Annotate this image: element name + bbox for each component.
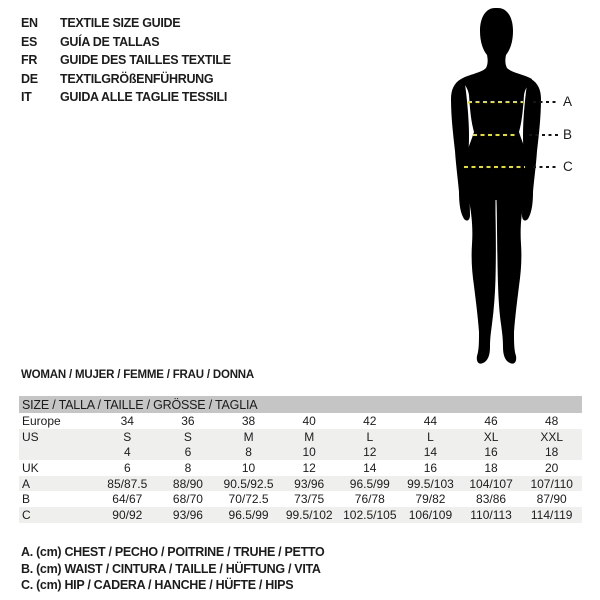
legend-line: B. (cm) WAIST / CINTURA / TAILLE / HÜFTUNG / VITA [21,561,321,576]
marker-label-hip: C [563,159,573,174]
size-cell: 10 [241,460,256,475]
woman-silhouette-figure [445,2,545,366]
row-label: A [22,476,31,491]
size-table-body [19,413,582,523]
size-cell: 93/96 [172,507,203,522]
size-cell: 14 [363,460,377,475]
language-row [21,88,231,107]
size-cell: 14 [423,445,438,460]
size-cell: 6 [184,445,192,460]
row-label: B [22,492,31,507]
size-cell: 106/109 [408,507,453,522]
size-cell: 68/70 [172,492,203,507]
woman-silhouette-svg [445,2,545,366]
size-cell: 48 [545,413,559,428]
waist-connector-line [529,134,558,136]
size-cell: 18 [545,445,559,460]
size-cell: 8 [245,445,252,460]
chest-connector-line [533,101,558,103]
size-cell: 46 [484,413,498,428]
size-cell: 79/82 [415,492,446,507]
size-cell: 90/92 [112,507,143,522]
table-row [19,444,582,460]
size-cell: 18 [484,460,498,475]
size-cell: 102.5/105 [343,507,397,522]
language-code: DE [21,71,38,86]
language-title: TEXTILGRÖßENFÜHRUNG [60,71,214,86]
row-label: C [22,507,31,522]
language-code: IT [21,90,32,105]
table-header-label: SIZE / TALLA / TAILLE / GRÖSSE / TAGLIA [19,396,582,413]
row-label: Europe [22,413,61,428]
size-cell: 10 [302,445,316,460]
size-table [19,396,582,523]
marker-label-chest: A [563,94,573,109]
language-row [21,14,231,33]
size-cell: M [243,429,254,444]
size-cell: 85/87.5 [107,476,148,491]
size-cell: 110/113 [470,507,512,522]
language-title: GUIDE DES TAILLES TEXTILE [60,53,231,68]
size-cell: 6 [123,460,131,475]
legend-line: C. (cm) HIP / CADERA / HANCHE / HÜFTE / HIPS [21,578,294,592]
size-cell: XXL [540,429,564,444]
language-code: EN [21,16,38,31]
size-cell: 73/75 [294,492,325,507]
size-cell: 16 [484,445,498,460]
row-label: UK [22,460,39,475]
waist-measure-line [473,134,518,136]
size-cell: 8 [184,460,192,475]
size-cell: L [366,429,374,444]
size-cell: M [304,429,315,444]
size-cell: 38 [241,413,256,428]
language-row [21,51,231,70]
size-cell: 104/107 [469,476,513,491]
row-label [19,444,97,460]
hip-connector-line [533,166,558,168]
size-cell: 20 [545,460,559,475]
size-cell: XL [483,429,499,444]
size-cell: 99.5/103 [407,476,454,491]
size-cell: 4 [123,445,131,460]
size-cell: 16 [423,460,438,475]
table-row [19,507,582,523]
size-cell: 88/90 [172,476,203,491]
size-cell: 44 [423,413,438,428]
table-row [19,460,582,476]
section-title: WOMAN / MUJER / FEMME / FRAU / DONNA [21,369,255,381]
table-row [19,491,582,507]
hip-measure-line [464,166,525,168]
size-cell: 107/110 [530,476,573,491]
language-title-list [21,14,231,107]
size-cell: 42 [363,413,377,428]
table-header-row [19,396,582,413]
language-title: GUÍA DE TALLAS [60,34,160,49]
size-cell: 96.5/99 [228,507,269,522]
size-cell: 114/119 [530,507,573,522]
size-cell: 76/78 [354,492,385,507]
size-cell: S [123,429,132,444]
size-cell: 70/72.5 [228,492,269,507]
size-cell: 34 [120,413,134,428]
language-row [21,70,231,89]
size-cell: S [183,429,192,444]
size-cell: 83/86 [476,492,507,507]
marker-label-waist: B [563,127,573,142]
language-title: TEXTILE SIZE GUIDE [60,16,181,31]
size-cell: 93/96 [294,476,325,491]
size-cell: 40 [302,413,316,428]
silhouette-body [461,8,532,364]
chest-measure-line [468,101,523,103]
language-code: ES [21,34,38,49]
legend-line: A. (cm) CHEST / PECHO / POITRINE / TRUHE / PETTO [21,545,325,559]
table-row [19,413,582,429]
size-cell: 90.5/92.5 [223,476,274,491]
size-cell: 64/67 [112,492,143,507]
table-row [19,429,582,445]
size-cell: 99.5/102 [285,507,333,522]
language-title: GUIDA ALLE TAGLIE TESSILI [60,90,228,105]
table-row [19,476,582,492]
language-code: FR [21,53,38,68]
size-cell: 12 [363,445,377,460]
language-row [21,33,231,52]
size-cell: 87/90 [536,492,567,507]
size-cell: 96.5/99 [349,476,390,491]
size-cell: 36 [181,413,195,428]
size-cell: 12 [302,460,316,475]
measurement-legend [21,544,324,594]
row-label: US [22,429,39,444]
size-cell: L [427,429,434,444]
